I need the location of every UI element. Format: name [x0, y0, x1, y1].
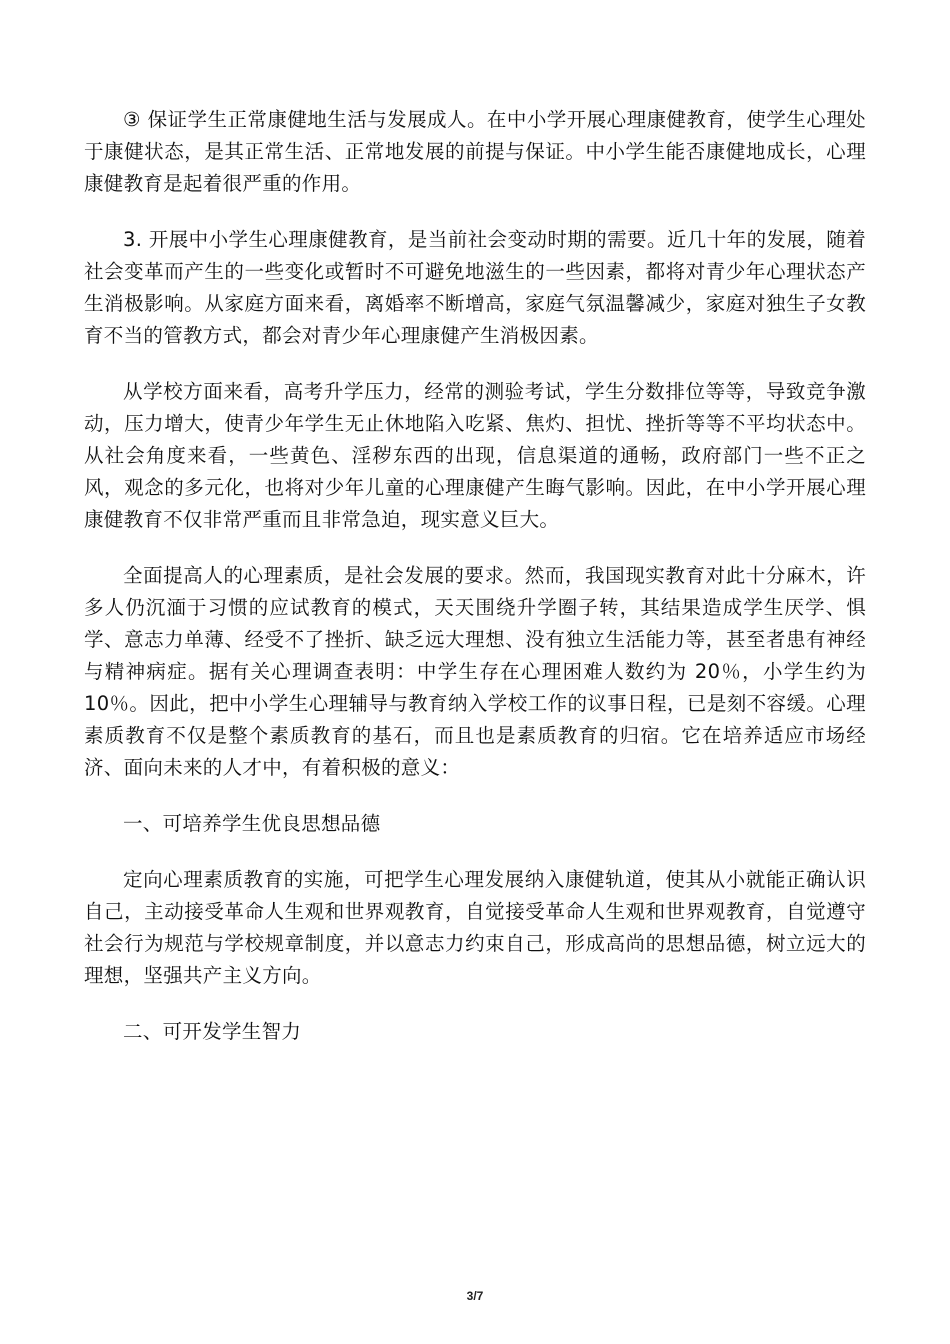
document-body — [84, 104, 866, 1048]
section-heading-moral-character: 一、可培养学生优良思想品德 — [123, 812, 381, 835]
paragraph-social-change-need: 3. 开展中小学生心理康健教育，是当前社会变动时期的需要。近几十年的发展，随着社会变革而产生的一些变化或暂时不可避免地滋生的一些因素，都将对青少年心理状态产生消极影响。从家庭方面来看，离婚率不断增高，家庭气氛温馨减少，家庭对独生子女教育不当的管教方式，都会对青少年心理康健产生消极因素。 — [84, 228, 866, 347]
section-heading-intelligence: 二、可开发学生智力 — [123, 1020, 302, 1043]
paragraph-school-society-pressure: 从学校方面来看，高考升学压力，经常的测验考试，学生分数排位等等，导致竞争激动，压力增大，使青少年学生无止休地陷入吃紧、焦灼、担忧、挫折等等不平均状态中。从社会角度来看，一些黄色、淫秽东西的出现，信息渠道的通畅，政府部门一些不正之风，观念的多元化，也将对少年儿童的心理康健产生晦气影响。因此，在中小学开展心理康健教育不仅非常严重而且非常急迫，现实意义巨大。 — [84, 380, 866, 531]
paragraph-health-guarantee: ③ 保证学生正常康健地生活与发展成人。在中小学开展心理康健教育，使学生心理处于康健状态，是其正常生活、正常地发展的前提与保证。中小学生能否康健地成长，心理康健教育是起着很严重的作用。 — [84, 108, 866, 195]
paragraph-moral-character: 定向心理素质教育的实施，可把学生心理发展纳入康健轨道，使其从小就能正确认识自己，主动接受革命人生观和世界观教育，自觉接受革命人生观和世界观教育，自觉遵守社会行为规范与学校规章制度，并以意志力约束自己，形成高尚的思想品德，树立远大的理想，坚强共产主义方向。 — [84, 868, 866, 987]
paragraph-psychological-quality: 全面提高人的心理素质，是社会发展的要求。然而，我国现实教育对此十分麻木，许多人仍沉湎于习惯的应试教育的模式，天天围绕升学圈子转，其结果造成学生厌学、惧学、意志力单薄、经受不了挫折、缺乏远大理想、没有独立生活能力等，甚至者患有神经与精神病症。据有关心理调查表明：中学生存在心理困难人数约为 20％，小学生约为 10％。因此，把中小学生心理辅导与教育纳入学校工作的议事日程，已是刻不容缓。心理素质教育不仅是整个素质教育的基石，而且也是素质教育的归宿。它在培养适应市场经济、面向未来的人才中，有着积极的意义： — [84, 564, 866, 779]
page-number: 3/7 — [466, 1289, 484, 1303]
